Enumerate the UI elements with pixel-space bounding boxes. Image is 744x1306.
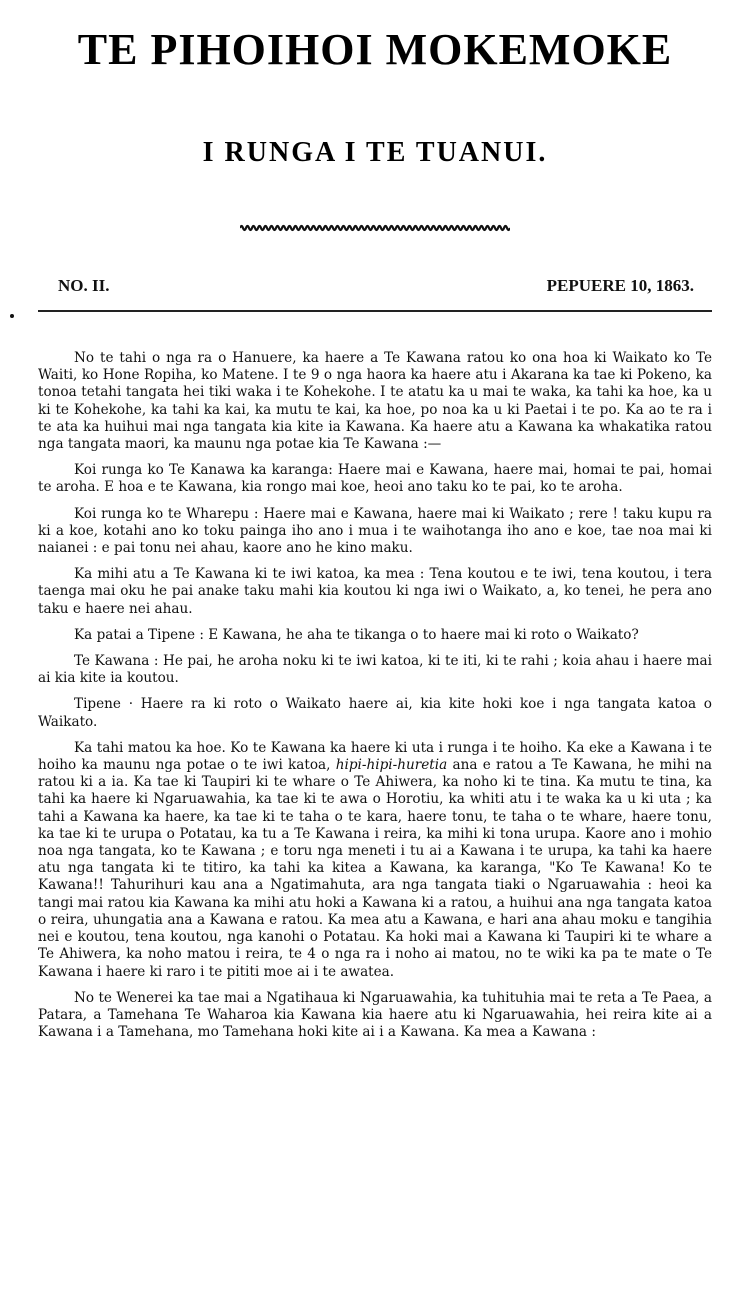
article-paragraph: Koi runga ko te Wharepu : Haere mai e Kawana, haere mai ki Waikato ; rere ! taku kupu ra ki a koe, kotahi ano ko toku painga iho ano i mua i te waihotanga iho ano e koe, tae noa mai ki naianei : e pai tonu nei ahau, kaore ano he kino maku.	[38, 505, 712, 557]
issue-number: NO. II.	[58, 276, 110, 295]
wavy-ornament-rule	[240, 222, 510, 234]
issue-date: PEPUERE 10, 1863.	[546, 276, 694, 295]
italic-phrase: hipi-hipi-huretia	[335, 757, 448, 774]
article-paragraph: Ka mihi atu a Te Kawana ki te iwi katoa, ka mea : Tena koutou e te iwi, tena koutou, i tera taenga mai oku he pai anake taku mahi kia koutou ki nga iwi o Waikato, a, ko tenei, he pera ano taku e haere nei ahau.	[38, 566, 712, 617]
article-paragraph	[38, 740, 712, 981]
article-paragraph: Te Kawana : He pai, he aroha noku ki te iwi katoa, ki te iti, ki te rahi ; koia ahau i haere mai ai kia kite ia koutou.	[38, 653, 712, 687]
paragraph-text: ana e ratou a Te Kawana, he mihi na ratou ki a ia. Ka tae ki Taupiri ki te whare o Te Ahiwera, ka noho ki te tina. Ka mutu te tina, ka tahi ka haere ki Ngaruawahia, ka tae ki te awa o Horotiu, ka whiti atu i te waka ka u ki uta ; ka tahi a Kawana ka haere, ka tae ki te taha o te kara, haere tonu, te taha o te whare, haere tonu, ka tae ki te urupa o Potatau, ka tu a Te Kawana i reira, ka mihi ki tona urupa. Kaore ano i mohio noa nga tangata, ko te Kawana ; e toru nga meneti i tu ai a Kawana i te urupa, ka tahi ka haere atu nga tangata ki te titiro, ka tahi ka kitea a Kawana, ka karanga, "Ko Te Kawana! Ko te Kawana!! Tahurihuri kau ana a Ngatimahuta, ara nga tangata tiaki o Ngaruawahia : heoi ka tangi mai ratou kia Kawana ka mihi atu hoki a Kawana ki a ratou, a huihui ana nga tangata katoa o reira, uhungatia ana a Kawana e ratou. Ka mea atu a Kawana, e hari ana ahau moku e tangihia nei e koutou, tena koutou, nga kanohi o Potatau. Ka hoki mai a Kawana ki Taupiri ki te whare a Te Ahiwera, ka noho matou i reira, te 4 o nga ra i noho ai matou, no te wiki ka pa te mate o Te Kawana i haere ki raro i te pititi moe ai i te awatea.	[38, 757, 712, 980]
subheading: I RUNGA I TE TUANUI.	[202, 137, 548, 168]
article-paragraph: Tipene · Haere ra ki roto o Waikato haere ai, kia kite hoki koe i nga tangata katoa o Waikato.	[38, 696, 712, 730]
article-paragraph: No te Wenerei ka tae mai a Ngatihaua ki Ngaruawahia, ka tuhituhia mai te reta a Te Paea, a Patara, a Tamehana Te Waharoa kia Kawana kia haere atu ki Ngaruawahia, hei reira kite ai a Kawana i a Tamehana, mo Tamehana hoki kite ai i a Kawana. Ka mea a Kawana :	[38, 989, 712, 1041]
stray-ink-dot	[10, 314, 14, 318]
article-paragraph: Koi runga ko Te Kanawa ka karanga: Haere mai e Kawana, haere mai, homai te pai, homai te aroha. E hoa e te Kawana, kia rongo mai koe, heoi ano taku ko te pai, ko te aroha.	[38, 462, 712, 496]
issue-line	[38, 276, 712, 296]
masthead-title: TE PIHOIHOI MOKEMOKE	[77, 25, 673, 74]
article-paragraph: Ka patai a Tipene : E Kawana, he aha te tikanga o to haere mai ki roto o Waikato?	[74, 626, 639, 643]
article-paragraph: No te tahi o nga ra o Hanuere, ka haere a Te Kawana ratou ko ona hoa ki Waikato ko Te Waiti, ko Hone Ropiha, ko Matene. I te 9 o nga haora ka haere atu i Akarana ka tae ki Pokeno, ka tonoa tetahi tangata hei tiki waka i te Kohekohe. I te atatu ka u mai te waka, ka tahi ka hoe, ka u ki te Kohekohe, ka tahi ka kai, ka mutu te kai, ka hoe, po noa ka u ki Paetai i te po. Ka ao te ra i te ata ka huihui mai nga tangata kia kite ia Kawana. Ka haere atu a Kawana ka whakatika ratou nga tangata maori, ka maunu nga potae kia Te Kawana :—	[38, 350, 712, 453]
header-divider	[38, 310, 712, 312]
article-body	[38, 350, 712, 1041]
paragraph-text: Ka tahi matou ka hoe. Ko te Kawana ka haere ki uta i runga i te hoiho. Ka eke a Kawana i te hoiho ka maunu nga potae o te iwi katoa,	[38, 739, 712, 774]
